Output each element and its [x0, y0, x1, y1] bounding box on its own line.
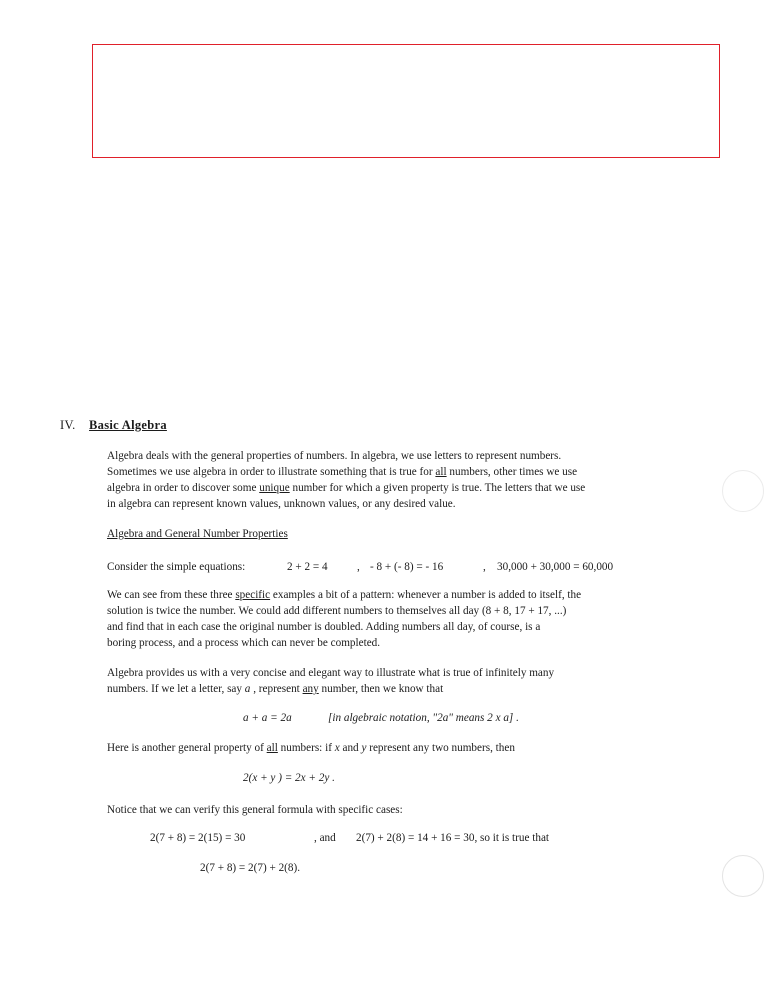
verify-and: , and — [314, 832, 336, 844]
concise-line-1: Algebra provides us with a very concise and elegant way to illustrate what is true of infinitely many — [107, 667, 555, 679]
subheading: Algebra and General Number Properties — [107, 528, 288, 540]
section-heading — [60, 418, 167, 433]
pattern-line-3: and find that in each case the original number is doubled. Adding numbers all day, of course, is a — [107, 621, 541, 633]
intro-line-1: Algebra deals with the general properties of numbers. In algebra, we use letters to represent numbers. — [107, 450, 562, 462]
formula-distributive: 2(x + y ) = 2x + 2y . — [243, 772, 335, 784]
intro-line-4: in algebra can represent known values, unknown values, or any desired value. — [107, 498, 456, 510]
redaction-box — [92, 44, 720, 158]
intro-paragraph — [107, 448, 652, 512]
concise-line-2: numbers. If we let a letter, say a , represent any number, then we know that — [107, 683, 444, 695]
scan-artifact — [722, 855, 764, 897]
another-property-line: Here is another general property of all numbers: if x and y represent any two numbers, then — [107, 742, 515, 754]
equation-3: 30,000 + 30,000 = 60,000 — [497, 561, 614, 573]
pattern-line-4: boring process, and a process which can never be completed. — [107, 637, 381, 649]
equation-separator-2: , — [483, 561, 486, 573]
formula-doubling: a + a = 2a — [243, 712, 292, 724]
equations-lead: Consider the simple equations: — [107, 561, 246, 573]
equation-1: 2 + 2 = 4 — [287, 561, 328, 573]
equation-separator-1: , — [357, 561, 360, 573]
intro-line-2: Sometimes we use algebra in order to illustrate something that is true for all numbers, other times we use — [107, 466, 578, 478]
notice-line: Notice that we can verify this general formula with specific cases: — [107, 804, 403, 816]
pattern-paragraph — [107, 587, 652, 651]
verify-left: 2(7 + 8) = 2(15) = 30 — [150, 832, 246, 844]
section-number: IV. — [60, 418, 76, 432]
verify-final: 2(7 + 8) = 2(7) + 2(8). — [200, 862, 301, 874]
concise-paragraph — [107, 665, 652, 697]
pattern-line-1: We can see from these three specific examples a bit of a pattern: whenever a number is added to itself, the — [107, 589, 582, 601]
scan-artifact — [722, 470, 764, 512]
pattern-line-2: solution is twice the number. We could add different numbers to themselves all day (8 + 8, 17 + 17, ...) — [107, 605, 567, 617]
formula-doubling-note: [in algebraic notation, "2a" means 2 x a] . — [328, 712, 519, 724]
equation-2: - 8 + (- 8) = - 16 — [370, 561, 444, 573]
intro-line-3: algebra in order to discover some unique number for which a given property is true. The letters that we use — [107, 482, 586, 494]
verify-right: 2(7) + 2(8) = 14 + 16 = 30, so it is true that — [356, 832, 550, 844]
section-title: Basic Algebra — [89, 418, 167, 432]
